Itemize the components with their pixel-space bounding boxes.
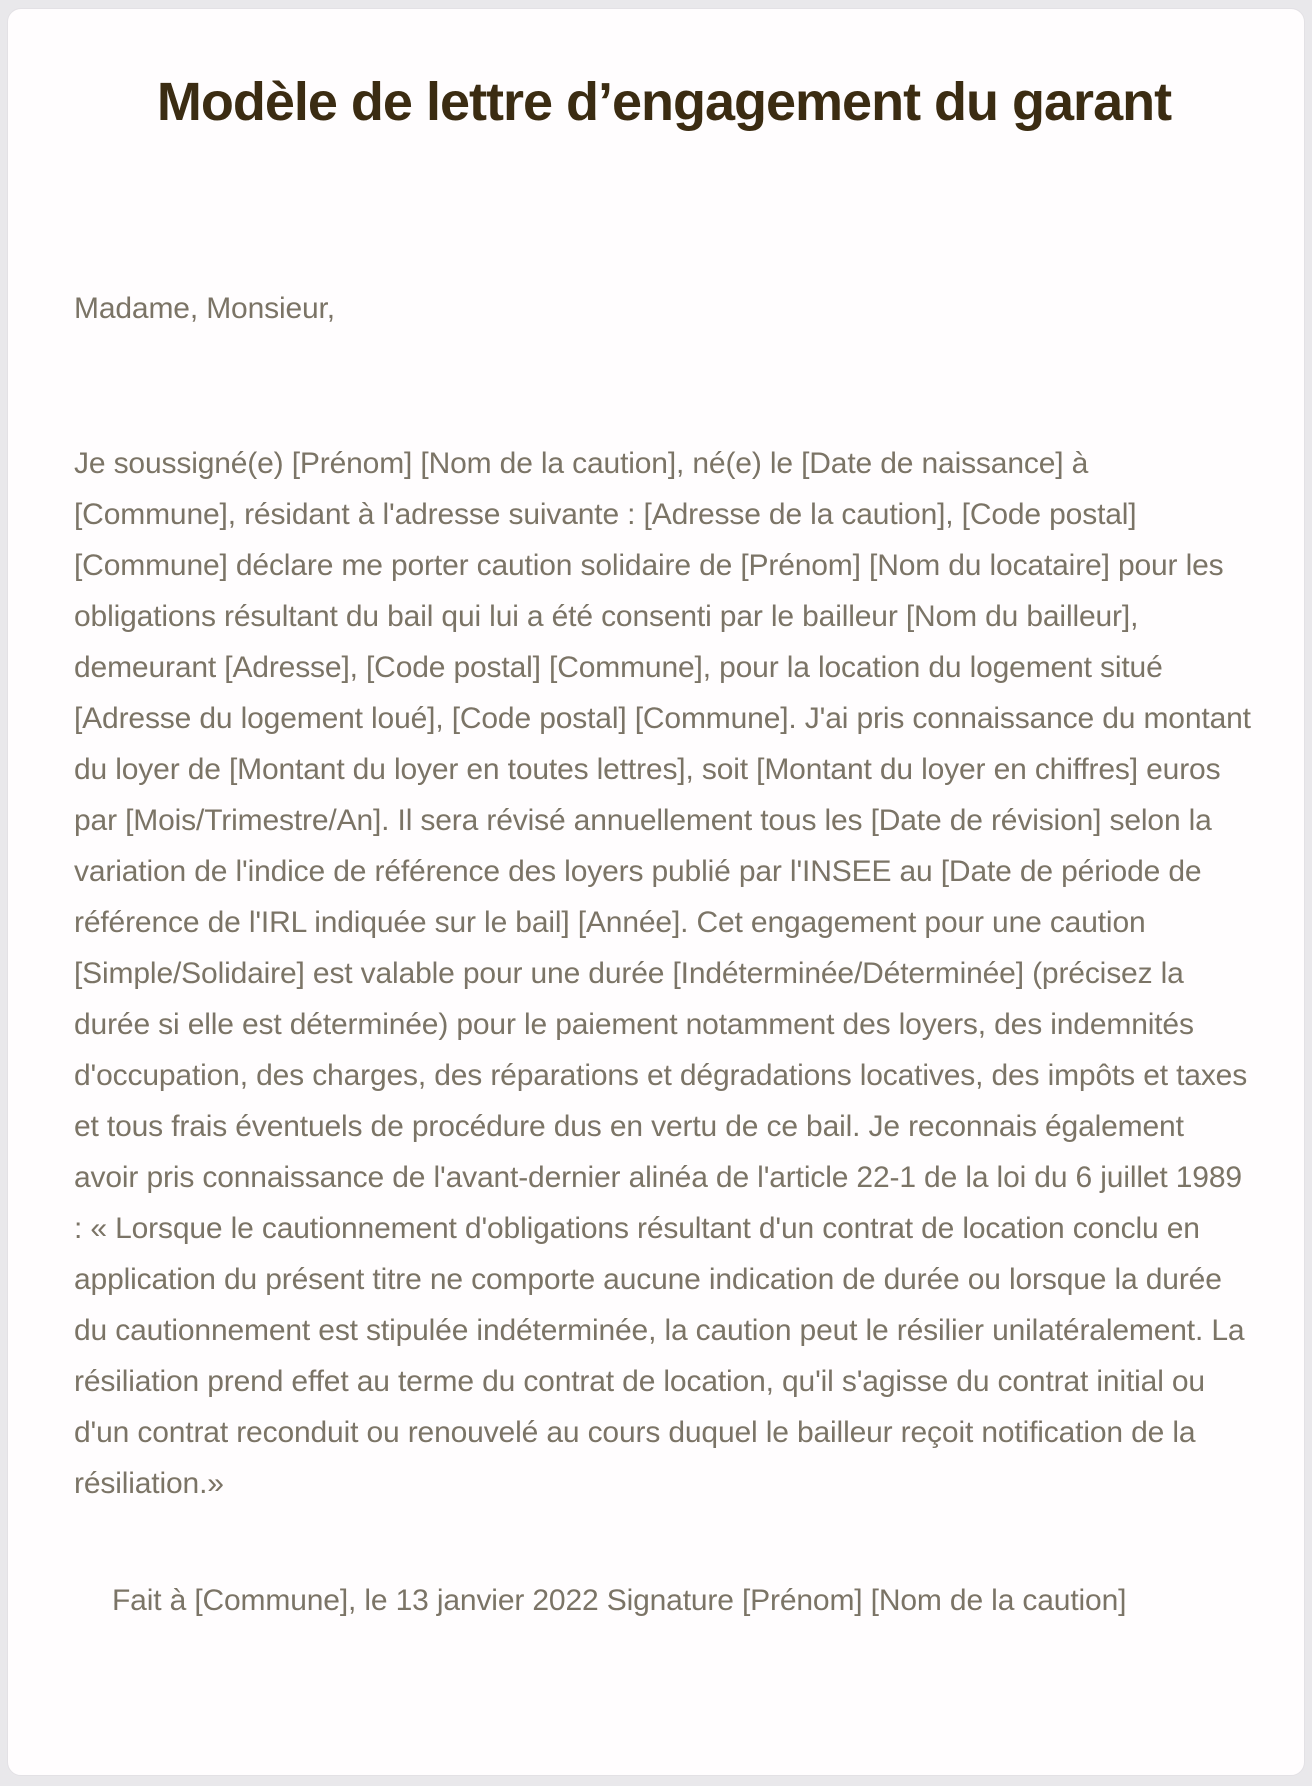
salutation-line: Madame, Monsieur, xyxy=(74,292,335,325)
letter-card xyxy=(7,8,1305,1776)
closing-signature-line: Fait à [Commune], le 13 janvier 2022 Signature [Prénom] [Nom de la caution] xyxy=(112,1584,1127,1617)
page-title: Modèle de lettre d’engagement du garant xyxy=(156,72,1172,132)
letter-body-paragraph: Je soussigné(e) [Prénom] [Nom de la caution], né(e) le [Date de naissance] à [Commune], résidant à l'adresse suivante : [Adresse de la caution], [Code postal] [Commune] déclare me porter caution solidaire de [Prénom] [Nom du locataire] pour les obligations résultant du bail qui lui a été consenti par le bailleur [Nom du bailleur], demeurant [Adresse], [Code postal] [Commune], pour la location du logement situé [Adresse du logement loué], [Code postal] [Commune]. J'ai pris connaissance du montant du loyer de [Montant du loyer en toutes lettres], soit [Montant du loyer en chiffres] euros par [Mois/Trimestre/An]. Il sera révisé annuellement tous les [Date de révision] selon la variation de l'indice de référence des loyers publié par l'INSEE au [Date de période de référence de l'IRL indiquée sur le bail] [Année]. Cet engagement pour une caution [Simple/Solidaire] est valable pour une durée [Indéterminée/Déterminée] (précisez la durée si elle est déterminée) pour le paiement notamment des loyers, des indemnités d'occupation, des charges, des réparations et dégradations locatives, des impôts et taxes et tous frais éventuels de procédure dus en vertu de ce bail. Je reconnais également avoir pris connaissance de l'avant-dernier alinéa de l'article 22-1 de la loi du 6 juillet 1989 : « Lorsque le cautionnement d'obligations résultant d'un contrat de location conclu en application du présent titre ne comporte aucune indication de durée ou lorsque la durée du cautionnement est stipulée indéterminée, la caution peut le résilier unilatéralement. La résiliation prend effet au terme du contrat de location, qu'il s'agisse du contrat initial ou d'un contrat reconduit ou renouvelé au cours duquel le bailleur reçoit notification de la résiliation.» xyxy=(74,447,1251,1500)
